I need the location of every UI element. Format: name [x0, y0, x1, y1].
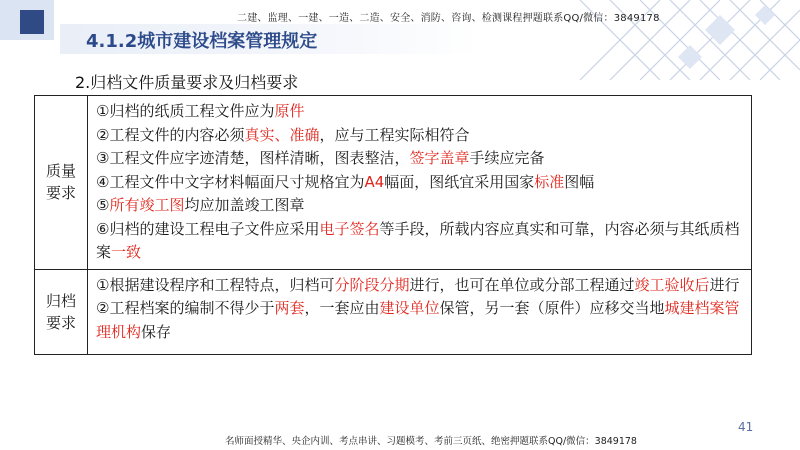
highlight-text: 分阶段分期 — [334, 275, 410, 294]
item-text: ，应与工程实际相符合 — [319, 125, 470, 144]
item-text: ①归档的纸质工程文件应为 — [96, 102, 275, 120]
item-text: ⑥归档的建设工程电子文件应采用 — [96, 219, 320, 238]
quality-label-line1: 质量 — [45, 162, 76, 181]
page-number: 41 — [738, 420, 754, 434]
quality-item — [96, 100, 743, 124]
highlight-text: 竣工验收后 — [634, 275, 710, 294]
highlight-text: 标准 — [534, 172, 565, 191]
highlight-text: 城建档案管理机构 — [96, 299, 740, 341]
item-text: 等手段，所载内容应真实和可靠，内容必须与其纸质档案 — [96, 219, 740, 261]
item-text: 幅面，图纸宜采用国家 — [384, 172, 535, 191]
archive-label-line2: 要求 — [45, 313, 76, 332]
highlight-text: 签字盖章 — [409, 149, 470, 167]
highlight-text: 电子签名 — [319, 219, 380, 238]
archive-row — [35, 269, 752, 354]
item-text: 保存 — [141, 322, 172, 341]
item-text: 手续应完备 — [469, 149, 545, 167]
archive-item — [96, 274, 743, 298]
highlight-text: 建设单位 — [379, 299, 440, 317]
highlight-text: 一致 — [111, 243, 142, 261]
archive-label-line1: 归档 — [45, 291, 76, 310]
item-text: ②工程档案的编制不得少于 — [96, 299, 275, 317]
item-text: 均应加盖竣工图章 — [184, 196, 305, 214]
top-banner-text: 二建、监理、一建、一造、二造、安全、消防、咨询、检测课程押题联系QQ/微信：3849178 — [237, 13, 660, 24]
item-text: 图幅 — [564, 172, 595, 191]
corner-decoration-dark — [20, 10, 44, 34]
quality-item — [96, 218, 743, 265]
quality-item — [96, 124, 743, 148]
quality-item — [96, 171, 743, 195]
quality-content-cell — [88, 96, 752, 270]
highlight-text: 真实、准确 — [244, 125, 320, 144]
quality-item — [96, 194, 743, 218]
item-text: ②工程文件的内容必须 — [96, 125, 245, 144]
item-text: 进行，也可在单位或分部工程通过 — [409, 275, 635, 294]
highlight-text: 原件 — [274, 102, 305, 120]
page-title: 4.1.2城市建设档案管理规定 — [86, 31, 318, 52]
item-text: 进行 — [709, 275, 740, 294]
archive-category-cell — [35, 269, 88, 354]
item-text: 保管，另一套（原件）应移交当地 — [439, 299, 665, 317]
section-subtitle: 2.归档文件质量要求及归档要求 — [75, 73, 299, 92]
item-text: ⑤ — [96, 196, 110, 214]
item-text: ①根据建设程序和工程特点，归档可 — [96, 275, 335, 294]
highlight-text: A4 — [364, 172, 385, 191]
requirements-table — [34, 95, 752, 355]
archive-content-cell — [88, 269, 752, 354]
item-text: ④工程文件中文字材料幅面尺寸规格宜为 — [96, 172, 365, 191]
archive-item — [96, 297, 743, 344]
quality-category-cell — [35, 96, 88, 270]
bottom-banner-text: 名师面授精华、央企内训、考点串讲、习题模考、考前三页纸、绝密押题联系QQ/微信：3849178 — [225, 436, 637, 447]
highlight-text: 所有竣工图 — [109, 196, 185, 214]
quality-item — [96, 147, 743, 171]
item-text: ③工程文件应字迹清楚，图样清晰，图表整洁， — [96, 149, 410, 167]
quality-label-line2: 要求 — [45, 184, 76, 203]
item-text: ，一套应由 — [304, 299, 380, 317]
highlight-text: 两套 — [274, 299, 305, 317]
quality-row — [35, 96, 752, 270]
